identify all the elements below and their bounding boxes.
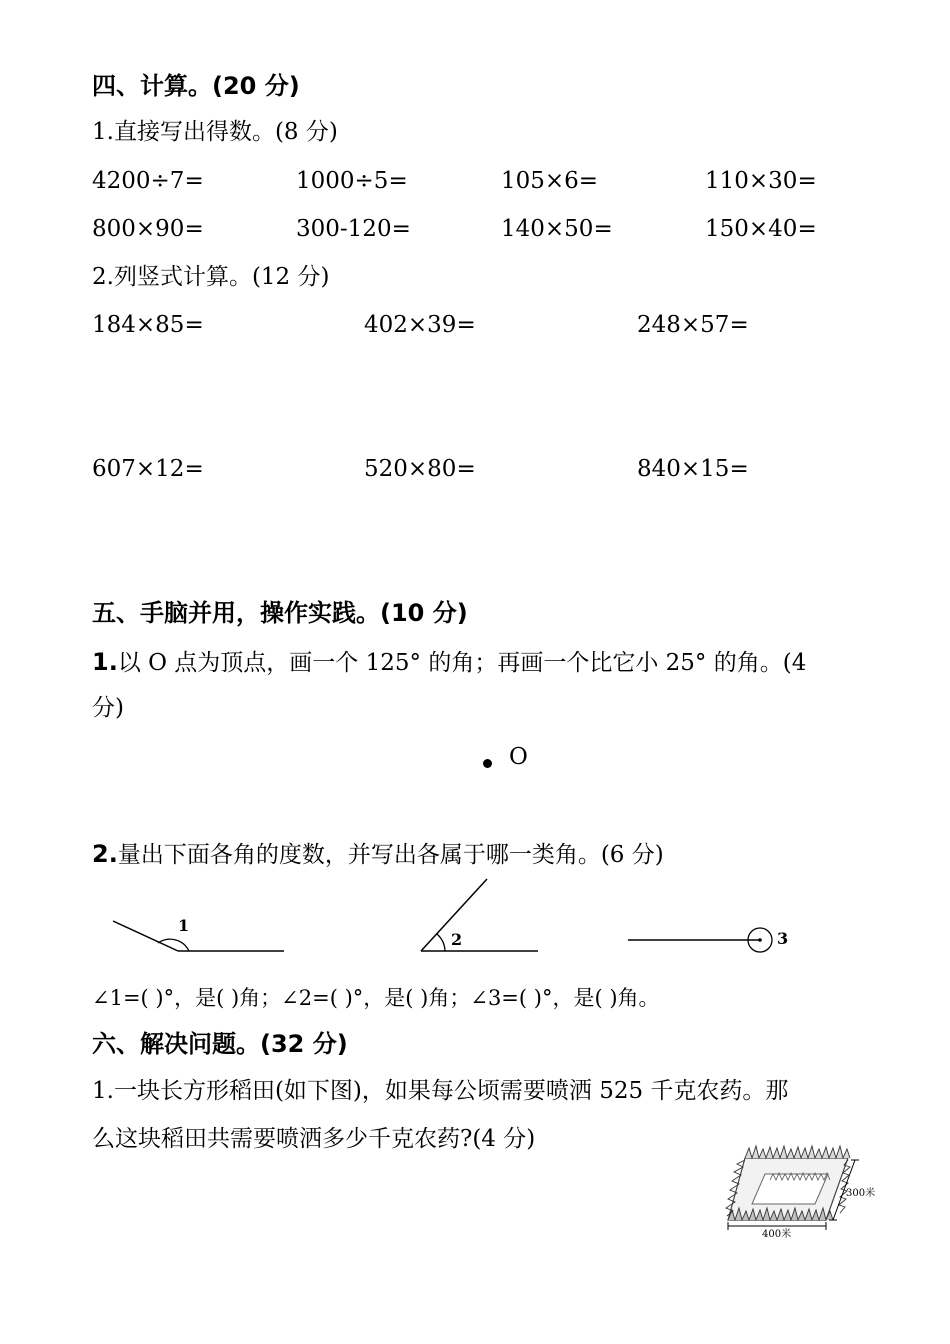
- section-4-title: 四、计算。(20 分): [92, 72, 300, 100]
- section-5-q1-line2: 分): [92, 695, 124, 721]
- section-6-q1-line1: 1.一块长方形稻田(如下图)，如果每公顷需要喷洒 525 千克农药。那: [92, 1078, 789, 1104]
- field-width-label: 400米: [762, 1229, 792, 1240]
- question-number: 2.: [92, 840, 118, 868]
- section-6-title: 六、解决问题。(32 分): [92, 1030, 348, 1058]
- section-4-q2-label: 2.列竖式计算。(12 分): [92, 264, 330, 290]
- section-5-title: 五、手脑并用，操作实践。(10 分): [92, 599, 468, 627]
- question-number: 1.: [92, 648, 118, 676]
- angle-3-label: 3: [777, 929, 789, 948]
- question-text: 以 O 点为顶点，画一个 125° 的角；再画一个比它小 25° 的角。(4: [117, 650, 807, 676]
- vertex-point-label: O: [509, 744, 528, 770]
- question-text: 量出下面各角的度数，并写出各属于哪一类角。(6 分): [117, 842, 664, 868]
- angle-2-label: 2: [451, 930, 463, 949]
- angle-answer-line: ∠1=( )°，是( )角；∠2=( )°，是( )角；∠3=( )°，是( )角。: [92, 986, 660, 1010]
- oral-calc-item: 140×50=: [501, 216, 613, 242]
- section-4-q1-label: 1.直接写出得数。(8 分): [92, 119, 338, 145]
- oral-calc-item: 150×40=: [705, 216, 817, 242]
- vertical-calc-item: 840×15=: [637, 456, 749, 482]
- oral-calc-item: 4200÷7=: [92, 168, 204, 194]
- oral-calc-item: 1000÷5=: [296, 168, 408, 194]
- vertical-calc-item: 520×80=: [364, 456, 476, 482]
- vertical-calc-item: 607×12=: [92, 456, 204, 482]
- vertical-calc-item: 184×85=: [92, 312, 204, 338]
- field-height-label: 300米: [846, 1188, 876, 1199]
- vertical-calc-item: 248×57=: [637, 312, 749, 338]
- angle-1-label: 1: [178, 916, 190, 935]
- oral-calc-item: 300-120=: [296, 216, 411, 242]
- section-6-q1-line2: 么这块稻田共需要喷洒多少千克农药?(4 分): [92, 1126, 536, 1152]
- oral-calc-item: 110×30=: [705, 168, 817, 194]
- oral-calc-item: 800×90=: [92, 216, 204, 242]
- oral-calc-item: 105×6=: [501, 168, 599, 194]
- vertical-calc-item: 402×39=: [364, 312, 476, 338]
